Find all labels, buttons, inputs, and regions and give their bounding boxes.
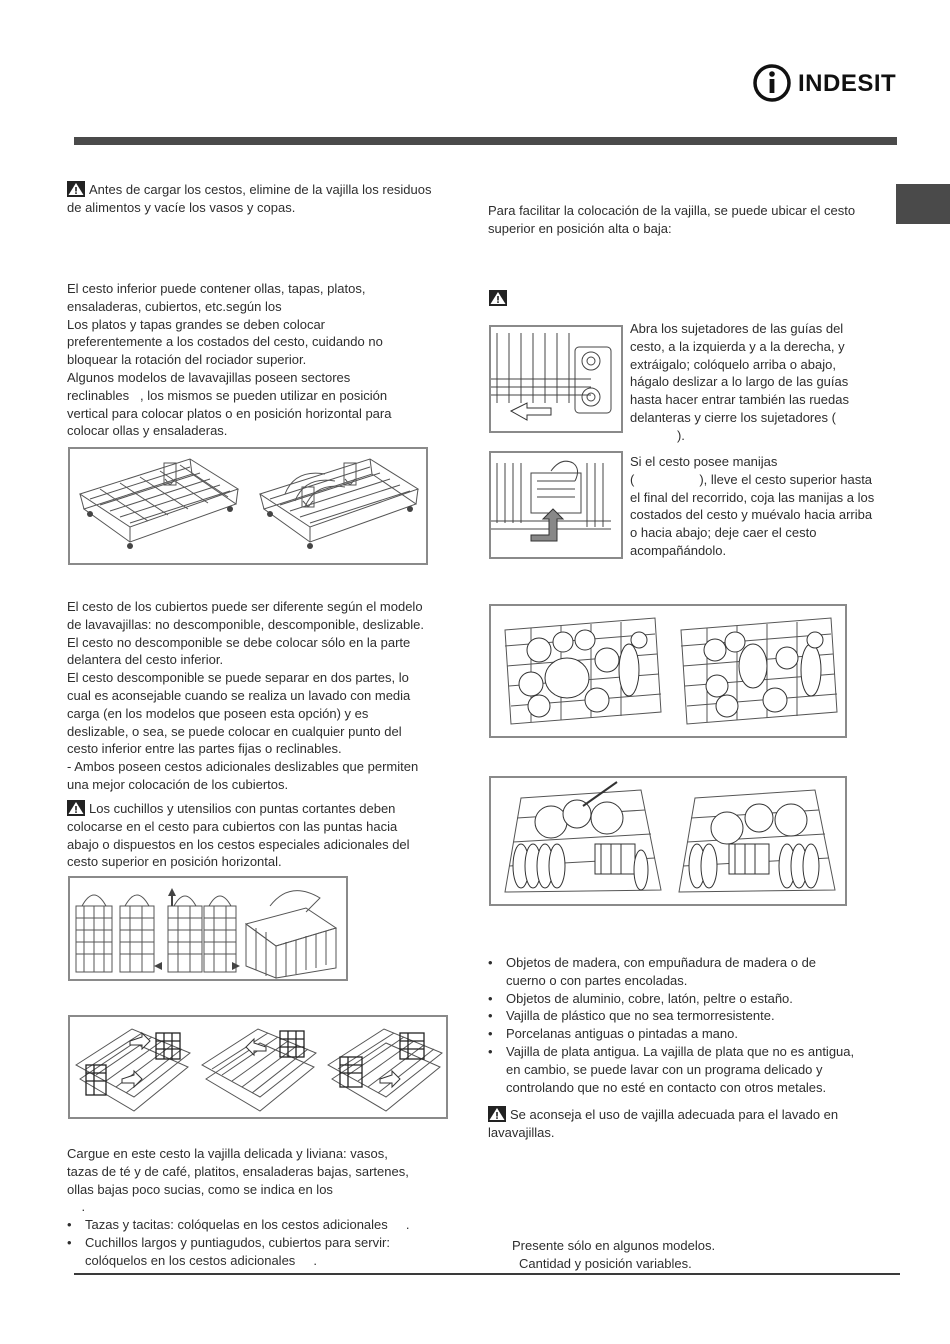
header-bar	[74, 137, 897, 145]
logo-emblem-icon	[752, 62, 794, 104]
not-suitable-item: • Vajilla de plata antigua. La vajilla de plata que no es antigua,	[488, 1043, 893, 1061]
not-suitable-item: • Porcelanas antiguas o pintadas a mano.	[488, 1025, 893, 1043]
footnotes	[512, 1237, 892, 1273]
not-suitable-item-continuation: controlando que no esté en contacto con otros metales.	[506, 1079, 827, 1095]
cutlery-line: cual es aconsejable cuando se realiza un lavado con media	[67, 687, 411, 703]
step1-line: delanteras y cierre los sujetadores (	[630, 409, 836, 425]
upper-basket-plates-illustration	[491, 778, 845, 904]
lower-basket-illustration	[70, 449, 426, 563]
upper-basket-line: Cargue en este cesto la vajilla delicada y liviana: vasos,	[67, 1146, 388, 1161]
cutlery-basket-figure	[68, 876, 348, 981]
step2-line: costados del cesto y muévalo hacia arriba	[630, 507, 873, 523]
warning-knives-line: Los cuchillos y utensilios con puntas cortantes deben	[89, 801, 396, 816]
cutlery-line: deslizable, o sea, se puede colocar en cualquier punto del	[67, 723, 402, 739]
cutlery-basket-paragraph	[67, 598, 452, 794]
step1-line: extráigalo; colóquelo arriba o abajo,	[630, 356, 836, 372]
warning-knives-paragraph	[67, 800, 452, 871]
upper-basket-load-illustration	[491, 606, 845, 736]
handle-illustration	[491, 453, 621, 557]
lower-basket-line: Los platos y tapas grandes se deben colocar	[67, 316, 326, 332]
warning-suitable-line: lavavajillas.	[488, 1124, 555, 1140]
footnote-line: Presente sólo en algunos modelos.	[512, 1238, 716, 1253]
upper-basket-line: .	[67, 1199, 86, 1215]
adjust-intro-paragraph	[488, 202, 898, 238]
upper-basket-load-figure	[489, 604, 847, 738]
rail-clip-figure	[489, 325, 623, 433]
step1-paragraph	[630, 320, 892, 445]
bullet-item: • Cuchillos largos y puntiagudos, cubiertos para servir:	[67, 1234, 452, 1252]
handle-figure	[489, 451, 623, 559]
footnote-line: Cantidad y posición variables.	[519, 1255, 692, 1271]
step2-line: acompañándolo.	[630, 542, 727, 558]
not-suitable-item-continuation: en cambio, se puede lavar con un programa delicado y	[506, 1061, 823, 1077]
cutlery-line: cesto inferior entre las partes fijas o reclinables.	[67, 741, 342, 757]
step2-paragraph	[630, 453, 892, 560]
step1-line: Abra los sujetadores de las guías del	[630, 321, 844, 336]
lower-basket-line: colocar ollas y ensaladeras.	[67, 423, 228, 439]
cutlery-line: delantera del cesto inferior.	[67, 652, 224, 668]
adjust-intro-line: Para facilitar la colocación de la vajilla, se puede ubicar el cesto	[488, 203, 856, 218]
cutlery-line: El cesto de los cubiertos puede ser diferente según el modelo	[67, 599, 423, 614]
warning-load-paragraph	[67, 181, 447, 217]
warning-icon	[488, 1106, 506, 1122]
lower-basket-line: Algunos modelos de lavavajillas poseen sectores	[67, 369, 351, 385]
lower-basket-line: El cesto inferior puede contener ollas, tapas, platos,	[67, 281, 366, 296]
lower-basket-paragraph	[67, 280, 447, 440]
lower-basket-line: preferentemente a los costados del cesto, cuidando no	[67, 334, 383, 350]
warning-knives-line: colocarse en el cesto para cubiertos con las puntas hacia	[67, 818, 398, 834]
not-suitable-item: • Vajilla de plástico que no sea termorresistente.	[488, 1007, 893, 1025]
not-suitable-list	[488, 954, 893, 1096]
step2-line: Si el cesto posee manijas	[630, 454, 778, 469]
cutlery-basket-illustration	[70, 878, 346, 979]
cutlery-line: de lavavajillas: no descomponible, descomponible, deslizable.	[67, 616, 424, 632]
upper-basket-bullets	[67, 1216, 452, 1269]
step1-line: hágalo deslizar a lo largo de las guías	[630, 374, 849, 390]
upper-basket-line: tazas de té y de café, platitos, ensaladeras bajas, sartenes,	[67, 1163, 409, 1179]
cutlery-line: El cesto no descomponible se debe colocar sólo en la parte	[67, 634, 411, 650]
cutlery-line: - Ambos poseen cestos adicionales deslizables que permiten	[67, 759, 419, 775]
language-tab	[896, 184, 950, 224]
step2-line: o hacia abajo; deje caer el cesto	[630, 525, 817, 541]
warning-load-text: Antes de cargar los cestos, elimine de la vajilla los residuos de alimentos y vacíe los vasos y copas.	[67, 182, 432, 215]
sliding-cutlery-illustration	[70, 1017, 446, 1117]
not-suitable-item: • Objetos de aluminio, cobre, latón, peltre o estaño.	[488, 990, 893, 1008]
warning-knives-line: cesto superior en posición horizontal.	[67, 854, 282, 870]
bullet-item-continuation: colóquelos en los cestos adicionales .	[85, 1252, 317, 1268]
warning-suitable-line: Se aconseja el uso de vajilla adecuada para el lavado en	[510, 1107, 839, 1122]
footer-rule	[74, 1273, 900, 1275]
warning-icon	[489, 290, 507, 306]
lower-basket-line: bloquear la rotación del rociador superior.	[67, 352, 307, 368]
warning-icon	[67, 800, 85, 816]
upper-basket-line: ollas bajas poco sucias, como se indica en los	[67, 1181, 333, 1197]
lower-basket-figure	[68, 447, 428, 565]
step1-line: ).	[630, 427, 685, 443]
lower-basket-line: vertical para colocar platos o en posición horizontal para	[67, 405, 392, 421]
bullet-item: • Tazas y tacitas: colóquelas en los cestos adicionales .	[67, 1216, 452, 1234]
step1-line: cesto, a la izquierda y a la derecha, y	[630, 338, 845, 354]
sliding-cutlery-figure	[68, 1015, 448, 1119]
step2-line: ( ), lleve el cesto superior hasta	[630, 471, 873, 487]
upper-basket-plates-figure	[489, 776, 847, 906]
adjust-intro-line: superior en posición alta o baja:	[488, 220, 672, 236]
logo-wordmark: INDESIT	[798, 70, 897, 97]
upper-basket-paragraph	[67, 1145, 452, 1216]
step2-line: el final del recorrido, coja las manijas a los	[630, 489, 875, 505]
rail-clip-illustration	[491, 327, 621, 431]
lower-basket-line: reclinables , los mismos se pueden utilizar en posición	[67, 387, 388, 403]
lower-basket-line: ensaladeras, cubiertos, etc.según los	[67, 298, 282, 314]
indesit-logo	[752, 62, 902, 104]
cutlery-line: una mejor colocación de los cubiertos.	[67, 776, 289, 792]
cutlery-line: carga (en los modelos que poseen esta opción) y es	[67, 705, 369, 721]
warning-icon	[67, 181, 85, 197]
cutlery-line: El cesto descomponible se puede separar en dos partes, lo	[67, 670, 409, 686]
not-suitable-item: • Objetos de madera, con empuñadura de madera o de	[488, 954, 893, 972]
warning-knives-line: abajo o dispuestos en los cestos especiales adicionales del	[67, 836, 410, 852]
step1-line: hasta hacer entrar también las ruedas	[630, 392, 849, 408]
not-suitable-item-continuation: cuerno o con partes encoladas.	[506, 972, 688, 988]
warning-suitable-paragraph	[488, 1106, 893, 1142]
